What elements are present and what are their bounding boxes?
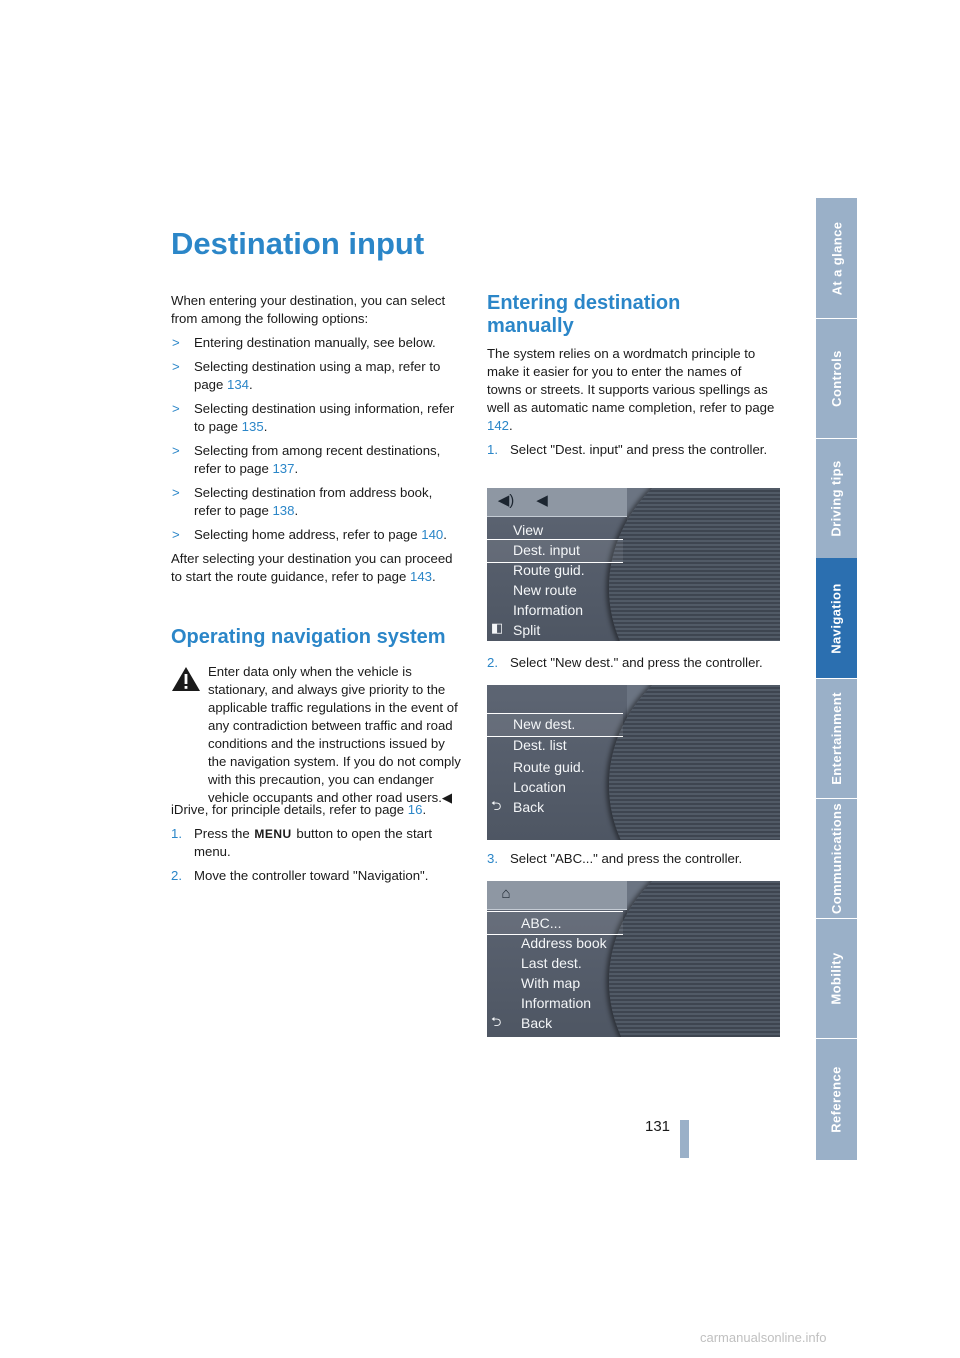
warning-text: Enter data only when the vehicle is stationary, and always give priority to the applicable traffic regulations in the event of any contradiction between traffic and road conditions and the instructions issued by the navigation system. If you do not comply with this precaution, you can endanger vehicle occupants and other road users.: [208, 664, 461, 805]
page-link[interactable]: 143: [410, 569, 433, 584]
page-link[interactable]: 16: [407, 802, 423, 817]
step-item: 2. Select "New dest." and press the controller.: [487, 655, 763, 670]
tab-mobility[interactable]: Mobility: [816, 918, 857, 1039]
menu-item[interactable]: Information: [513, 602, 584, 618]
menu-item-selected[interactable]: Dest. input: [513, 542, 580, 558]
option-item: > Selecting destination using a map, refer to page 134.: [172, 359, 441, 392]
home-icon[interactable]: ⌂: [501, 885, 511, 902]
option-item: > Entering destination manually, see below.: [172, 335, 436, 350]
step-item: 1. Select "Dest. input" and press the controller.: [487, 442, 768, 457]
page-link[interactable]: 135: [241, 419, 264, 434]
end-mark: ◀: [441, 790, 453, 805]
tab-at-a-glance[interactable]: At a glance: [816, 198, 857, 319]
page-link[interactable]: 140: [421, 527, 444, 542]
menu-item-selected[interactable]: ABC...: [521, 915, 562, 931]
menu-item[interactable]: Information: [521, 995, 592, 1011]
option-item: > Selecting destination from address book, refer to page 138.: [172, 485, 433, 518]
speaker-icon[interactable]: ◀): [497, 492, 515, 509]
menu-item-selected[interactable]: New dest.: [513, 716, 576, 732]
step-item: 1. Press the MENU button to open the start menu.: [171, 826, 433, 859]
page-link[interactable]: 142: [487, 418, 510, 433]
tab-navigation[interactable]: Navigation: [816, 558, 857, 679]
step-item: 3. Select "ABC..." and press the controller.: [487, 851, 743, 866]
tab-entertainment[interactable]: Entertainment: [816, 678, 857, 799]
left-column: [171, 292, 463, 592]
back-arrow-icon: ⮌: [491, 798, 502, 813]
step-item: 2. Move the controller toward "Navigation".: [171, 868, 429, 883]
idrive-text: iDrive, for principle details, refer to page 16.: [171, 802, 427, 817]
page-marker: [680, 1120, 689, 1158]
controller-disc: [609, 685, 780, 840]
menu-item[interactable]: Route guid.: [513, 562, 585, 578]
menu-item[interactable]: Back: [521, 1015, 553, 1031]
chapter-tabs: [816, 198, 857, 1160]
page-link[interactable]: 137: [272, 461, 295, 476]
page-link[interactable]: 134: [227, 377, 250, 392]
after-text: After selecting your destination you can proceed to start the route guidance, refer to page 143.: [171, 551, 453, 584]
menu-item[interactable]: Address book: [521, 935, 607, 951]
screen-topbar: [487, 881, 627, 910]
page-number: 131: [645, 1118, 671, 1135]
screen-topbar: [487, 488, 627, 517]
menu-item[interactable]: Location: [513, 779, 566, 795]
right-step-2: [487, 654, 787, 678]
menu-item[interactable]: New route: [513, 582, 577, 598]
menu-item[interactable]: Back: [513, 799, 545, 815]
intro-text: When entering your destination, you can select from among the following options:: [171, 293, 446, 326]
tab-reference[interactable]: Reference: [829, 1065, 844, 1133]
screenshot-dest-input: [487, 488, 780, 641]
back-arrow-icon: ⮌: [491, 1014, 502, 1029]
option-item: > Selecting destination using information, refer to page 135.: [172, 401, 455, 434]
left-column-steps: [171, 801, 463, 891]
menu-item[interactable]: Route guid.: [513, 759, 585, 775]
option-item: > Selecting home address, refer to page 140.: [172, 527, 447, 542]
screenshot-new-dest: [487, 685, 780, 840]
watermark: carmanualsonline.info: [700, 1330, 827, 1345]
intro-text: The system relies on a wordmatch principle to make it easier for you to enter the names of towns or streets. It supports various spellings as well as automatic name completion, refer to page 142.: [487, 346, 775, 433]
warning-block: [171, 663, 463, 807]
menu-key-icon: MENU: [254, 827, 292, 841]
menu-item[interactable]: Last dest.: [521, 955, 582, 971]
tab-driving-tips[interactable]: Driving tips: [816, 438, 857, 559]
warning-icon: [171, 666, 201, 692]
left-column-lower: [171, 663, 463, 813]
menu-item[interactable]: With map: [521, 975, 581, 991]
menu-item[interactable]: Split: [513, 622, 541, 638]
page-title: Destination input: [171, 226, 425, 261]
screenshot-abc: [487, 881, 780, 1037]
right-column: [487, 345, 779, 465]
mute-icon[interactable]: ◀: [536, 492, 548, 509]
tab-communications[interactable]: Communications: [816, 798, 857, 919]
controller-disc: [609, 881, 780, 1037]
option-item: > Selecting from among recent destinations, refer to page 137.: [172, 443, 441, 476]
menu-item[interactable]: Dest. list: [513, 737, 567, 753]
right-step-3: [487, 850, 787, 874]
tab-controls[interactable]: Controls: [816, 318, 857, 439]
split-icon: ◧: [491, 620, 504, 635]
page-link[interactable]: 138: [272, 503, 295, 518]
section-heading-manual: Entering destination manually: [487, 292, 681, 337]
menu-item[interactable]: View: [513, 522, 544, 538]
controller-disc: [609, 488, 780, 641]
section-heading-operating: Operating navigation system: [171, 626, 446, 648]
